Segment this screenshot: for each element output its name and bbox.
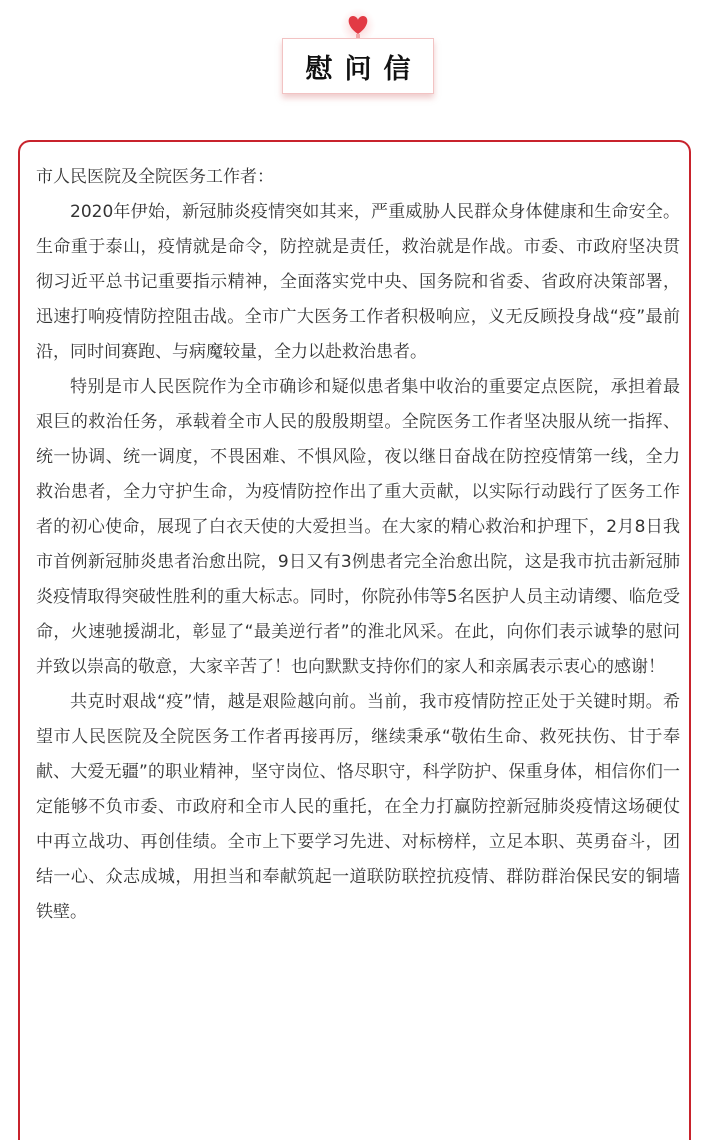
letter-paragraph: 特别是市人民医院作为全市确诊和疑似患者集中收治的重要定点医院，承担着最艰巨的救治任务，承载着全市人民的殷殷期望。全院医务工作者坚决服从统一指挥、统一协调、统一调度，不畏困难、不惧风险，夜以继日奋战在防控疫情第一线，全力救治患者，全力守护生命，为疫情防控作出了重大贡献，以实际行动践行了医务工作者的初心使命，展现了白衣天使的大爱担当。在大家的精心救治和护理下，2月8日我市首例新冠肺炎患者治愈出院，9日又有3例患者完全治愈出院，这是我市抗击新冠肺炎疫情取得突破性胜利的重大标志。同时，你院孙伟等5名医护人员主动请缨、临危受命，火速驰援湖北，彰显了“最美逆行者”的淮北风采。在此，向你们表示诚挚的慰问并致以崇高的敬意，大家辛苦了！也向默默支持你们的家人和亲属表示衷心的感谢！ (36, 377, 680, 677)
page-title: 慰问信 (305, 53, 423, 85)
heart-icon (338, 4, 378, 42)
letter-body (36, 160, 680, 930)
title-banner (282, 38, 434, 94)
letter-paragraph: 2020年伊始，新冠肺炎疫情突如其来，严重威胁人民群众身体健康和生命安全。生命重于泰山，疫情就是命令，防控就是责任，救治就是作战。市委、市政府坚决贯彻习近平总书记重要指示精神，全面落实党中央、国务院和省委、省政府决策部署，迅速打响疫情防控阻击战。全市广大医务工作者积极响应，义无反顾投身战“疫”最前沿，同时间赛跑、与病魔较量，全力以赴救治患者。 (36, 202, 680, 362)
letter-paragraph: 共克时艰战“疫”情，越是艰险越向前。当前，我市疫情防控正处于关键时期。希望市人民医院及全院医务工作者再接再厉，继续秉承“敬佑生命、救死扶伤、甘于奉献、大爱无疆”的职业精神，坚守岗位、恪尽职守，科学防护、保重身体，相信你们一定能够不负市委、市政府和全市人民的重托，在全力打赢防控新冠肺炎疫情这场硬仗中再立战功、再创佳绩。全市上下要学习先进、对标榜样，立足本职、英勇奋斗，团结一心、众志成城，用担当和奉献筑起一道联防联控抗疫情、群防群治保民安的铜墙铁壁。 (36, 692, 680, 922)
letter-salutation: 市人民医院及全院医务工作者： (36, 167, 274, 187)
